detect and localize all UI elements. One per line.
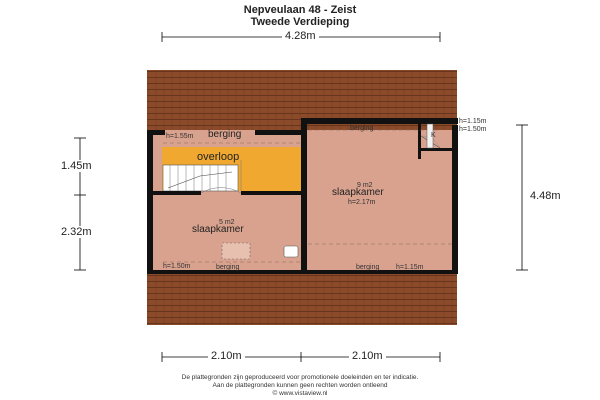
stairs xyxy=(163,165,238,191)
roof-hatch xyxy=(222,243,250,259)
footer-disclaimer-2: Aan de plattegronden kunnen geen rechten worden ontleend xyxy=(212,382,388,389)
dimension-left-bottom: 2.32m xyxy=(58,226,95,238)
dimension-right-height: 4.48m xyxy=(527,190,564,202)
berging-bottom-right-height: h=1.15m xyxy=(396,264,424,271)
footer-copyright: © www.vistaview.nl xyxy=(272,390,328,397)
berging-bottom-left-label: berging xyxy=(216,264,240,271)
berging-bottom-left-height: h=1.50m xyxy=(163,263,191,270)
berging-top-left-height: h=1.55m xyxy=(166,133,194,140)
room-right-height: h=2.17m xyxy=(348,199,376,206)
room-right-area: 9 m2 xyxy=(357,182,373,189)
sink xyxy=(284,246,298,257)
dimension-bottom-right: 2.10m xyxy=(349,350,386,362)
room-left-area: 5 m2 xyxy=(219,219,235,226)
footer-disclaimer-1: De plattegronden zijn geproduceerd voor promotionele doeleinden en ter indicatie. xyxy=(181,374,419,381)
right-height-bottom: h=1.50m xyxy=(459,126,487,133)
berging-top-left-label: berging xyxy=(208,129,242,140)
dimension-top-width: 4.28m xyxy=(282,30,319,42)
dimension-line-bottom xyxy=(162,352,440,362)
dimension-lines-left xyxy=(74,138,86,270)
floor-title: Tweede Verdieping xyxy=(250,16,350,28)
room-right-label: slaapkamer xyxy=(332,187,384,198)
berging-bottom-right-label: berging xyxy=(356,264,380,271)
dimension-bottom-left: 2.10m xyxy=(208,350,245,362)
address-title: Nepveulaan 48 - Zeist xyxy=(243,4,357,16)
room-left-label: slaapkamer xyxy=(192,224,244,235)
berging-top-right-label: berging xyxy=(350,125,374,132)
dimension-left-top: 1.45m xyxy=(58,160,95,172)
right-height-top: h=1.15m xyxy=(459,118,487,125)
kast-label: K xyxy=(431,132,436,139)
room-overloop-label: overloop xyxy=(197,151,240,163)
